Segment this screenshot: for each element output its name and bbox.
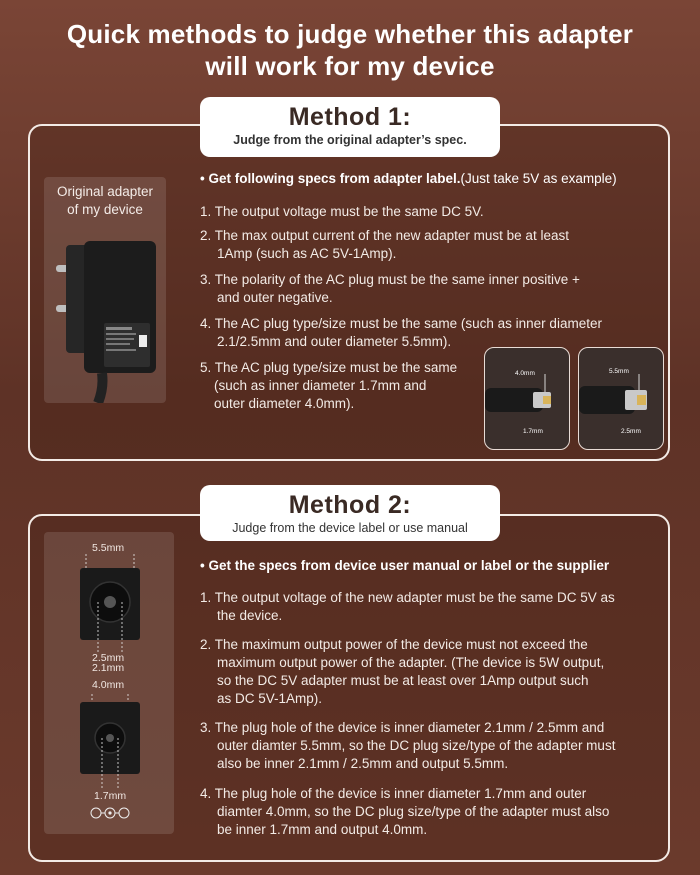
- method-1-item-2-line-1: 2. The max output current of the new adapter must be at least: [200, 228, 569, 243]
- method-1-item-5-line-2: (such as inner diameter 1.7mm and: [214, 378, 427, 393]
- method-1-item-2-line-2: 1Amp (such as AC 5V-1Amp).: [217, 246, 397, 261]
- method-1-item-3-line-2: and outer negative.: [217, 290, 333, 305]
- method-2-item-2-line-1: 2. The maximum output power of the device must not exceed the: [200, 637, 588, 652]
- plug-photo-1-7mm: [484, 347, 570, 450]
- plug-b-outer-dim: 5.5mm: [609, 368, 629, 375]
- page-headline: [0, 18, 700, 82]
- method-2-item-1: [200, 589, 615, 625]
- method-1-bullet-text: • Get following specs from adapter label.: [200, 171, 461, 186]
- jack-a-outer-dim: 5.5mm: [92, 542, 125, 554]
- method-1-item-4-line-1: 4. The AC plug type/size must be the same (such as inner diameter: [200, 316, 602, 331]
- method-2-item-4: [200, 785, 609, 839]
- original-adapter-label-line-2: of my device: [67, 202, 143, 217]
- jack-b-outer-dim: 4.0mm: [92, 679, 125, 691]
- method-1-item-5: [200, 359, 457, 413]
- method-2-item-2-line-2: maximum output power of the adapter. (The device is 5W output,: [217, 655, 605, 670]
- original-adapter-label-line-1: Original adapter: [56, 184, 154, 199]
- method-1-item-5-line-1: 5. The AC plug type/size must be the same: [200, 360, 458, 375]
- method-1-item-3-line-1: 3. The polarity of the AC plug must be the same inner positive +: [200, 272, 580, 287]
- method-2-item-3-line-1: 3. The plug hole of the device is inner diameter 2.1mm / 2.5mm and: [200, 720, 605, 735]
- method-1-label: [200, 97, 500, 157]
- method-2-item-2-line-4: as DC 5V-1Amp).: [217, 691, 323, 706]
- plug-b-inner-dim: 2.5mm: [621, 428, 641, 435]
- method-2-item-4-line-3: be inner 1.7mm and output 4.0mm.: [217, 822, 428, 837]
- method-1-item-4: [200, 315, 602, 351]
- headline-line-2: will work for my device: [205, 51, 495, 81]
- device-jack-photo: [44, 532, 174, 834]
- original-adapter-label: [44, 183, 166, 219]
- original-adapter-photo: [44, 177, 166, 403]
- method-2-bullet: • Get the specs from device user manual or label or the supplier: [200, 558, 610, 573]
- method-1-item-1-line-1: 1. The output voltage must be the same DC 5V.: [200, 204, 484, 219]
- method-2-item-2-line-3: so the DC 5V adapter must be at least over 1Amp output such: [217, 673, 589, 688]
- method-2-item-4-line-2: diamter 4.0mm, so the DC plug size/type of the adapter must also: [217, 804, 610, 819]
- method-2-item-3: [200, 719, 615, 773]
- method-1-item-5-line-3: outer diameter 4.0mm).: [214, 396, 355, 411]
- method-2-item-3-line-3: also be inner 2.1mm / 2.5mm and output 5.5mm.: [217, 756, 509, 771]
- method-2-item-4-line-1: 4. The plug hole of the device is inner diameter 1.7mm and outer: [200, 786, 587, 801]
- method-1-item-3: [200, 271, 580, 307]
- jack-b-inner-dim: 1.7mm: [94, 790, 127, 802]
- adapter-illustration-icon: [44, 223, 166, 403]
- method-1-bullet: [200, 170, 617, 188]
- method-1-item-1: [200, 203, 484, 221]
- jack-a-inner-dim-2: 2.1mm: [92, 662, 125, 674]
- plug-a-outer-dim: 4.0mm: [515, 370, 535, 377]
- method-2-title: Method 2:: [288, 491, 412, 519]
- method-2-label: [200, 485, 500, 541]
- method-1-item-2: [200, 227, 569, 263]
- jack-a-inner-dim-1: 2.5mm: [92, 652, 125, 664]
- method-1-title: Method 1:: [288, 103, 412, 131]
- plug-a-inner-dim: 1.7mm: [523, 428, 543, 435]
- method-2-item-1-line-2: the device.: [217, 608, 283, 623]
- method-1-item-4-line-2: 2.1/2.5mm and outer diameter 5.5mm).: [217, 334, 452, 349]
- method-1-bullet-note: (Just take 5V as example): [460, 171, 617, 186]
- method-2-item-2: [200, 636, 604, 708]
- plug-photo-2-5mm: [578, 347, 664, 450]
- method-2-subtitle: Judge from the device label or use manual: [232, 521, 468, 535]
- method-2-item-3-line-2: outer diamter 5.5mm, so the DC plug size/type of the adapter must: [217, 738, 616, 753]
- method-2-item-1-line-1: 1. The output voltage of the new adapter must be the same DC 5V as: [200, 590, 615, 605]
- method-1-subtitle: Judge from the original adapter’s spec.: [233, 133, 467, 147]
- headline-line-1: Quick methods to judge whether this adapter: [66, 19, 634, 49]
